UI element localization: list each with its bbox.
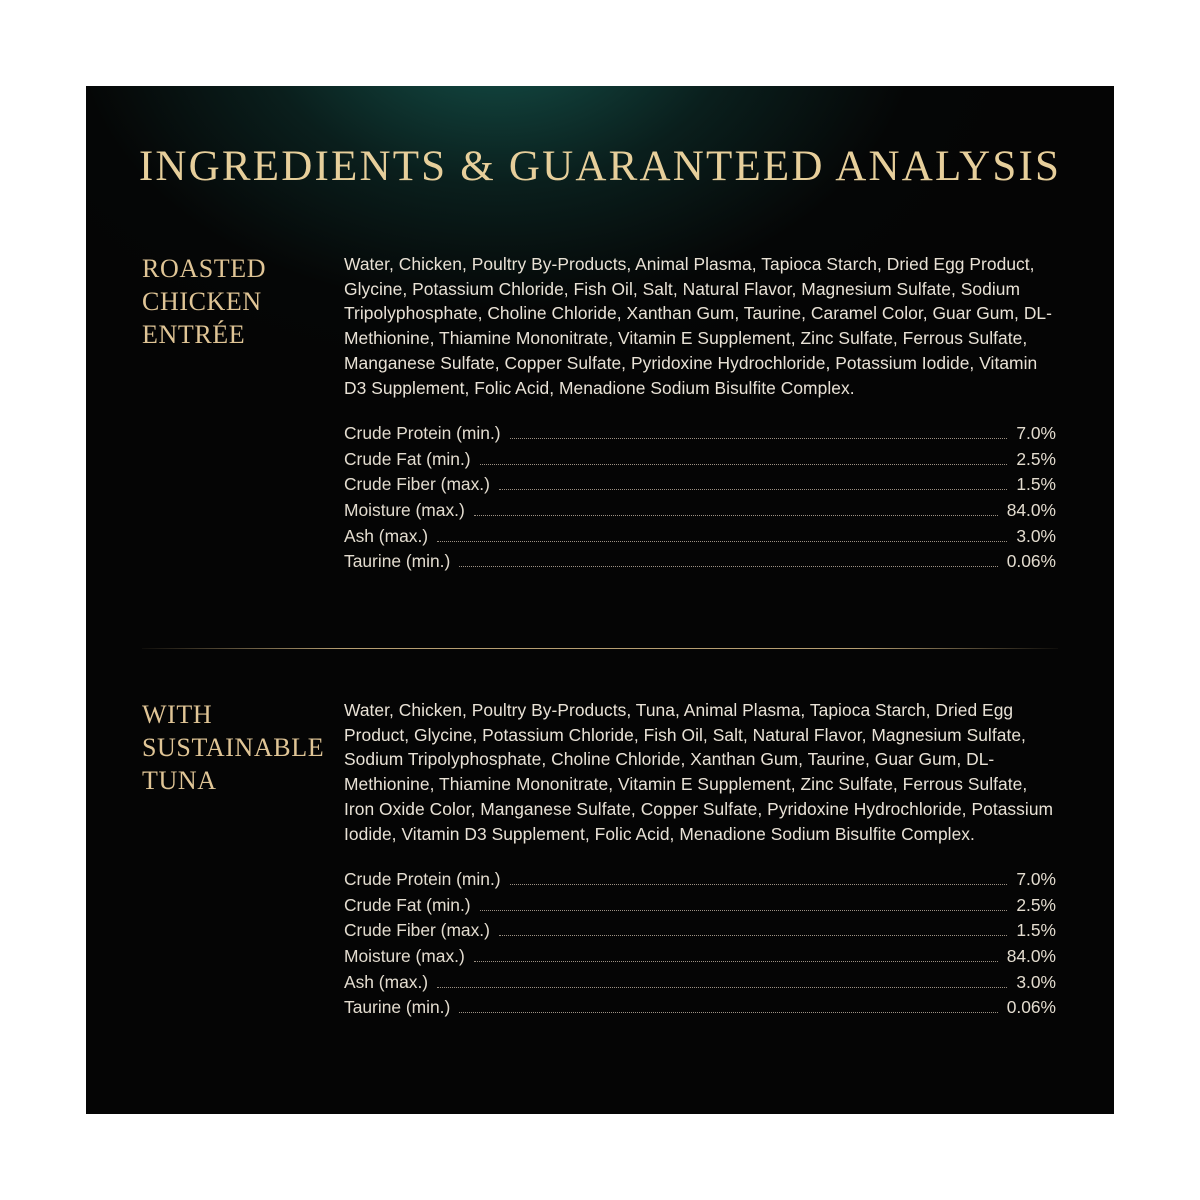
page-title: INGREDIENTS & GUARANTEED ANALYSIS: [138, 143, 1062, 190]
analysis-value: 3.0%: [1016, 971, 1056, 992]
section-divider: [142, 648, 1058, 649]
analysis-name: Crude Fat (min.): [344, 448, 471, 469]
analysis-value: 2.5%: [1016, 894, 1056, 915]
section-label: ROASTED CHICKEN ENTRÉE: [142, 254, 267, 349]
guaranteed-analysis-table: [344, 867, 1056, 1021]
leader-dots: [437, 986, 1007, 988]
analysis-name: Crude Fiber (max.): [344, 920, 490, 941]
section-body: [344, 698, 1056, 1021]
ingredients-text: Water, Chicken, Poultry By-Products, Tuna, Animal Plasma, Tapioca Starch, Dried Egg Product, Glycine, Potassium Chloride, Fish Oil, Salt, Natural Flavor, Magnesium Sulfate, Sodium Tripolyphosphate, Choline Chloride, Xanthan Gum, Taurine, Guar Gum, DL-Methionine, Thiamine Mononitrate, Vitamin E Supplement, Zinc Sulfate, Ferrous Sulfate, Iron Oxide Color, Manganese Sulfate, Copper Sulfate, Pyridoxine Hydrochloride, Potassium Iodide, Vitamin D3 Supplement, Folic Acid, Menadione Sodium Bisulfite Complex.: [344, 700, 1054, 844]
leader-dots: [480, 463, 1008, 465]
leader-dots: [510, 883, 1008, 885]
analysis-name: Taurine (min.): [344, 551, 451, 572]
section-body: [344, 252, 1056, 575]
leader-dots: [459, 565, 997, 567]
leader-dots: [459, 1011, 997, 1013]
analysis-value: 0.06%: [1006, 551, 1056, 572]
section-label: WITH SUSTAINABLE TUNA: [142, 700, 325, 795]
leader-dots: [510, 437, 1008, 439]
leader-dots: [499, 488, 1007, 490]
table-row: [344, 549, 1056, 575]
analysis-name: Ash (max.): [344, 971, 429, 992]
guaranteed-analysis-table: [344, 421, 1056, 575]
table-row: [344, 867, 1056, 893]
analysis-value: 1.5%: [1016, 474, 1056, 495]
leader-dots: [437, 540, 1007, 542]
table-row: [344, 447, 1056, 473]
table-row: [344, 893, 1056, 919]
analysis-name: Moisture (max.): [344, 500, 465, 520]
analysis-name: Crude Fat (min.): [344, 894, 471, 915]
analysis-value: 7.0%: [1016, 869, 1056, 890]
analysis-name: Taurine (min.): [344, 997, 451, 1018]
analysis-name: Ash (max.): [344, 525, 429, 546]
table-row: [344, 472, 1056, 498]
leader-dots: [474, 960, 998, 962]
analysis-value: 2.5%: [1016, 448, 1056, 469]
table-row: [344, 970, 1056, 996]
analysis-name: Crude Protein (min.): [344, 869, 501, 890]
leader-dots: [474, 514, 998, 516]
analysis-value: 7.0%: [1016, 423, 1056, 444]
table-row: [344, 944, 1056, 970]
analysis-value: 0.06%: [1006, 997, 1056, 1018]
ingredients-text: Water, Chicken, Poultry By-Products, Animal Plasma, Tapioca Starch, Dried Egg Product, Glycine, Potassium Chloride, Fish Oil, Salt, Natural Flavor, Magnesium Sulfate, Sodium Tripolyphosphate, Choline Chloride, Xanthan Gum, Taurine, Caramel Color, Guar Gum, DL-Methionine, Thiamine Mononitrate, Vitamin E Supplement, Zinc Sulfate, Ferrous Sulfate, Manganese Sulfate, Copper Sulfate, Pyridoxine Hydrochloride, Potassium Iodide, Vitamin D3 Supplement, Folic Acid, Menadione Sodium Bisulfite Complex.: [344, 254, 1052, 398]
ingredients-panel: [86, 86, 1114, 1114]
table-row: [344, 918, 1056, 944]
table-row: [344, 995, 1056, 1021]
analysis-value: 1.5%: [1016, 920, 1056, 941]
analysis-name: Crude Fiber (max.): [344, 474, 490, 495]
analysis-name: Moisture (max.): [344, 946, 465, 966]
analysis-name: Crude Protein (min.): [344, 423, 501, 444]
analysis-value: 84.0%: [1006, 500, 1056, 520]
analysis-value: 84.0%: [1006, 946, 1056, 966]
analysis-value: 3.0%: [1016, 525, 1056, 546]
table-row: [344, 498, 1056, 524]
table-row: [344, 524, 1056, 550]
leader-dots: [480, 909, 1008, 911]
table-row: [344, 421, 1056, 447]
leader-dots: [499, 934, 1007, 936]
